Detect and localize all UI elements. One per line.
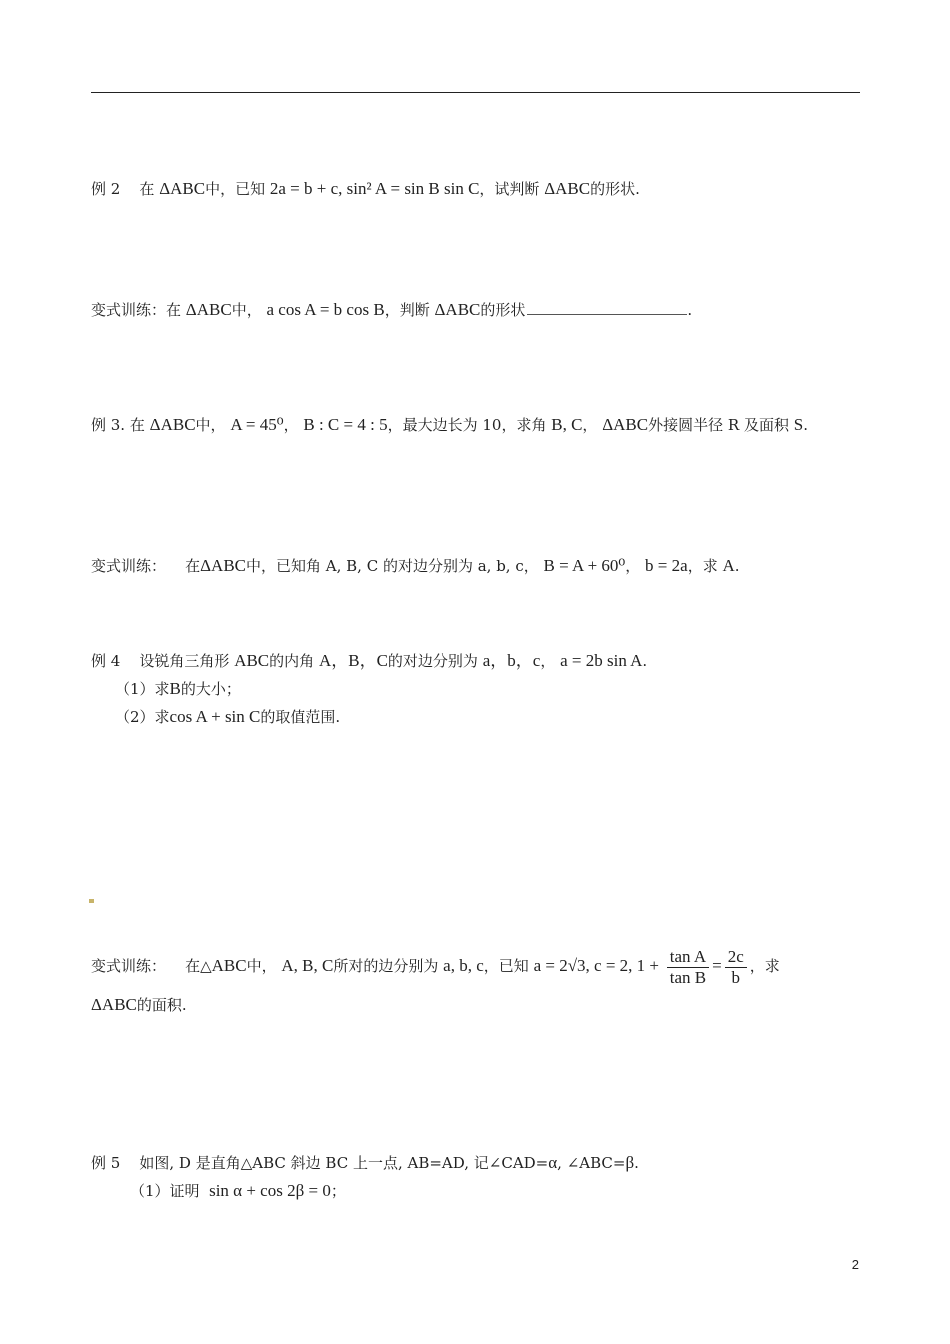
header-rule <box>91 92 860 93</box>
stray-mark <box>89 899 94 903</box>
variant-exercise-3-line-2: ΔABC的面积. <box>91 995 187 1014</box>
example-3: 例 3. 在 ΔABC中， A = 45⁰， B : C = 4 : 5，最大边长为 10，求角 B, C， ΔABC外接圆半径 R 及面积 S. <box>91 415 808 434</box>
variant-exercise-1: 变式训练：在 ΔABC中， a cos A = b cos B，判断 ΔABC的形状 . <box>91 300 693 319</box>
example-4-question-1: （1）求B的大小； <box>115 679 241 698</box>
variant-exercise-2: 变式训练： 在ΔABC中，已知角 A, B, C 的对边分别为 a, b, c， B = A + 60⁰， b = 2a，求 A. <box>91 556 740 575</box>
example-label: 例 2 <box>91 180 121 198</box>
fraction-tanA-tanB: $\frac{\text{tan A}}{\text{tan B}}$ <box>667 947 709 988</box>
example-5: 例 5 如图, D 是直角△ABC 斜边 BC 上一点, AB=AD, 记∠CAD=α, ∠ABC=β. <box>91 1153 639 1172</box>
example-2: 例 2 在 ΔABC中，已知 2a = b + c, sin² A = sin B sin C，试判断 ΔABC的形状. <box>91 179 640 198</box>
answer-blank <box>527 300 687 315</box>
page-number: 2 <box>851 1257 859 1272</box>
example-5-question-1: （1）证明 sin α + cos 2β = 0； <box>130 1181 346 1200</box>
example-4-question-2: （2）求cos A + sin C的取值范围. <box>115 707 341 726</box>
variant-exercise-3: 变式训练： 在△ABC中， A, B, C所对的边分别为 a, b, c，已知 a = 2√3, c = 2, 1 + $\frac{\text{tan A}}{\text{tan B}}$ = $\frac{2c}{b}$ ，求 <box>91 946 780 987</box>
example-4: 例 4 设锐角三角形 ABC的内角 A，B，C的对边分别为 a，b，c， a = 2b sin A. <box>91 651 648 670</box>
fraction-2c-b: $\frac{2c}{b}$ <box>725 947 747 988</box>
